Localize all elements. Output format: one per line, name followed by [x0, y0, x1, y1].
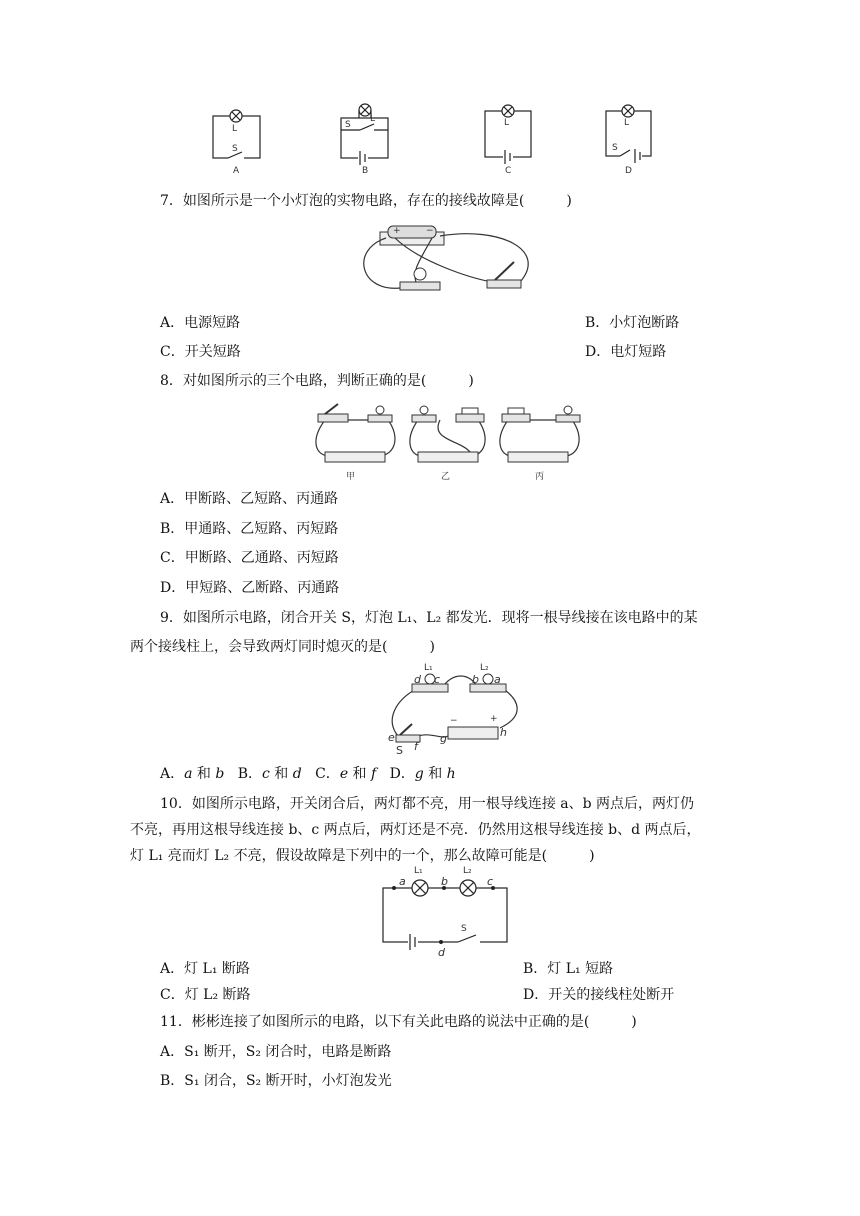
q8-option-d[interactable]: D．甲短路、乙断路、丙通路 [160, 580, 340, 596]
q10-label-l2: L₂ [463, 866, 472, 876]
q9-label-d: d [414, 673, 421, 686]
q8-caption-jia: 甲 [346, 472, 356, 482]
q9-label-minus: − [450, 716, 458, 726]
caption-a: A [233, 166, 240, 176]
q7-option-b[interactable]: B．小灯泡断路 [585, 315, 680, 331]
q9-label-c: c [434, 673, 441, 686]
q10-label-d: d [438, 946, 445, 959]
q9-label-f: f [414, 740, 418, 753]
switch-label-a: S [232, 144, 238, 154]
q9-label-s: S [396, 744, 403, 757]
q7-battery-plus: + [393, 226, 401, 236]
q11-option-a[interactable]: A．S₁ 断开，S₂ 闭合时，电路是断路 [160, 1044, 392, 1060]
q10-line3: 灯 L₁ 亮而灯 L₂ 不亮，假设故障是下列中的一个，那么故障可能是( ) [130, 848, 595, 864]
q11-option-b[interactable]: B．S₁ 闭合，S₂ 断开时，小灯泡发光 [160, 1073, 392, 1089]
caption-d: D [625, 166, 632, 176]
q8-caption-yi: 乙 [441, 472, 451, 482]
q9-label-g: g [440, 732, 447, 745]
q8-option-a[interactable]: A．甲断路、乙短路、丙通路 [160, 491, 339, 507]
q9-label-l1: L₁ [424, 663, 433, 673]
q7-option-a[interactable]: A．电源短路 [160, 315, 241, 331]
q7-stem: 7．如图所示是一个小灯泡的实物电路，存在的接线故障是( ) [160, 193, 572, 209]
switch-label-b: S [345, 120, 351, 130]
q7-option-d[interactable]: D．电灯短路 [585, 344, 667, 360]
q9-label-plus: + [490, 714, 498, 724]
q10-label-s: S [461, 924, 467, 934]
q8-caption-bing: 丙 [535, 472, 545, 482]
q9-option-c[interactable]: C．e 和 f [315, 766, 377, 782]
q11-stem: 11．彬彬连接了如图所示的电路，以下有关此电路的说法中正确的是( ) [160, 1014, 637, 1030]
q9-stem-line1: 9．如图所示电路，闭合开关 S，灯泡 L₁、L₂ 都发光．现将一根导线接在该电路中的某 [160, 610, 698, 626]
q10-option-a[interactable]: A．灯 L₁ 断路 [160, 961, 250, 977]
q10-label-l1: L₁ [414, 866, 423, 876]
q10-label-a: a [399, 875, 406, 888]
q9-label-h: h [500, 726, 507, 739]
q9-option-b[interactable]: B．c 和 d [237, 766, 302, 782]
q9-option-d[interactable]: D．g 和 h [389, 766, 456, 782]
q10-line1: 10．如图所示电路，开关闭合后，两灯都不亮，用一根导线连接 a、b 两点后，两灯仍 [160, 796, 695, 812]
q10-label-b: b [441, 875, 448, 888]
q7-option-c[interactable]: C．开关短路 [160, 344, 241, 360]
lamp-label-b: L [370, 114, 376, 124]
q9-label-b: b [472, 673, 479, 686]
switch-label-d: S [612, 143, 618, 153]
q9-label-l2: L₂ [480, 663, 489, 673]
caption-b: B [362, 166, 369, 176]
q10-option-c[interactable]: C．灯 L₂ 断路 [160, 987, 251, 1003]
q10-line2: 不亮，再用这根导线连接 b、c 两点后，两灯还是不亮．仍然用这根导线连接 b、d 两点后， [130, 822, 701, 838]
q8-stem: 8．对如图所示的三个电路，判断正确的是( ) [160, 373, 474, 389]
q7-battery-minus: − [426, 226, 434, 236]
lamp-label-a: L [232, 124, 238, 134]
q10-label-c: c [487, 875, 494, 888]
lamp-label-c: L [504, 118, 510, 128]
q8-option-c[interactable]: C．甲断路、乙通路、丙短路 [160, 550, 339, 566]
q9-stem-line2: 两个接线柱上，会导致两灯同时熄灭的是( ) [130, 639, 435, 655]
q8-option-b[interactable]: B．甲通路、乙短路、丙短路 [160, 521, 339, 537]
q9-label-a: a [494, 673, 501, 686]
caption-c: C [505, 166, 512, 176]
q9-option-a[interactable]: A．a 和 b [160, 766, 225, 782]
q9-label-e: e [388, 731, 395, 744]
q10-option-b[interactable]: B．灯 L₁ 短路 [523, 961, 614, 977]
lamp-label-d: L [624, 118, 630, 128]
q10-option-d[interactable]: D．开关的接线柱处断开 [523, 987, 675, 1003]
